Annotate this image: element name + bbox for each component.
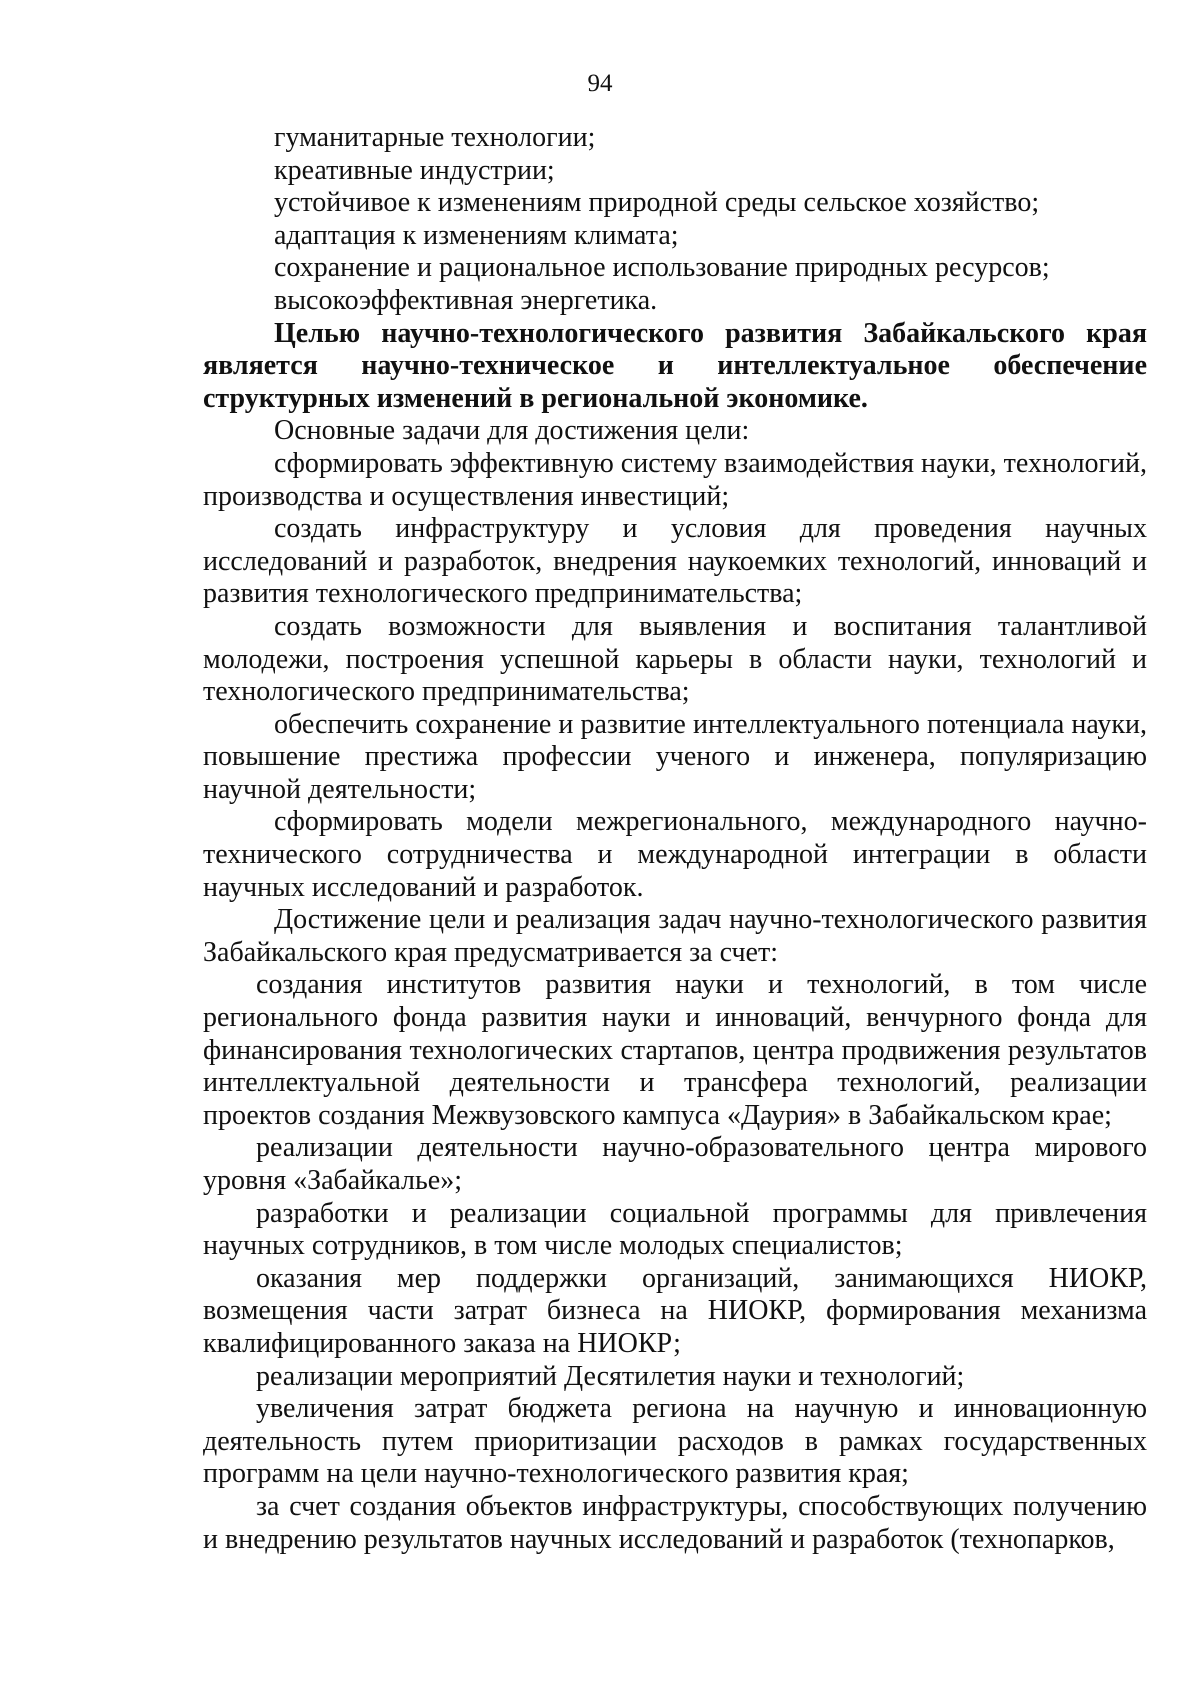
task-item: создать инфраструктуру и условия для проведения научных исследований и разработок, внедрения наукоемких технологий, инноваций и развития технологического предпринимательства;: [203, 513, 1147, 610]
task-item: сформировать эффективную систему взаимодействия науки, технологий, производства и осуществления инвестиций;: [203, 447, 1147, 512]
list-item: высокоэффективная энергетика.: [274, 284, 658, 316]
means-item: реализации деятельности научно-образовательного центра мирового уровня «Забайкалье»;: [203, 1132, 1147, 1196]
list-item: сохранение и рациональное использование природных ресурсов;: [274, 252, 1050, 284]
means-item: увеличения затрат бюджета региона на научную и инновационную деятельность путем приоритизации расходов в рамках государственных программ на цели научно-технологического развития края;: [203, 1393, 1147, 1490]
means-intro: Достижение цели и реализация задач научно-технологического развития Забайкальского края предусматривается за счет:: [203, 904, 1147, 968]
goal-statement: Целью научно-технологического развития Забайкальского края является научно-техническое и интеллектуальное обеспечение структурных изменений в региональной экономике.: [203, 317, 1147, 414]
list-item: гуманитарные технологии;: [274, 122, 596, 153]
task-item: создать возможности для выявления и воспитания талантливой молодежи, построения успешной карьеры в области науки, технологий и технологического предпринимательства;: [203, 610, 1147, 708]
task-item: сформировать модели межрегионального, международного научно-технического сотрудничества и международной интеграции в области научных исследований и разработок.: [203, 806, 1147, 903]
tasks-intro: Основные задачи для достижения цели:: [274, 415, 750, 447]
means-item: разработки и реализации социальной программы для привлечения научных сотрудников, в том числе молодых специалистов;: [203, 1197, 1147, 1262]
list-item: адаптация к изменениям климата;: [274, 219, 679, 251]
task-item: обеспечить сохранение и развитие интеллектуального потенциала науки, повышение престижа профессии ученого и инженера, популяризацию научной деятельности;: [203, 708, 1147, 805]
list-item: устойчивое к изменениям природной среды сельское хозяйство;: [274, 187, 1040, 219]
means-item: реализации мероприятий Десятилетия науки и технологий;: [256, 1360, 965, 1392]
means-item: оказания мер поддержки организаций, занимающихся НИОКР, возмещения части затрат бизнеса на НИОКР, формирования механизма квалифицированного заказа на НИОКР;: [203, 1262, 1147, 1359]
document-body: [203, 122, 1147, 1556]
means-item: за счет создания объектов инфраструктуры, способствующих получению и внедрению результатов научных исследований и разработок (технопарков,: [203, 1490, 1147, 1555]
means-item: создания институтов развития науки и технологий, в том числе регионального фонда развития науки и инноваций, венчурного фонда для финансирования технологических стартапов, центра продвижения результатов интеллектуальной деятельности и трансфера технологий, реализации проектов создания Межвузовского кампуса «Даурия» в Забайкальском крае;: [203, 969, 1147, 1131]
page-number: 94: [587, 70, 613, 97]
list-item: креативные индустрии;: [274, 154, 555, 186]
